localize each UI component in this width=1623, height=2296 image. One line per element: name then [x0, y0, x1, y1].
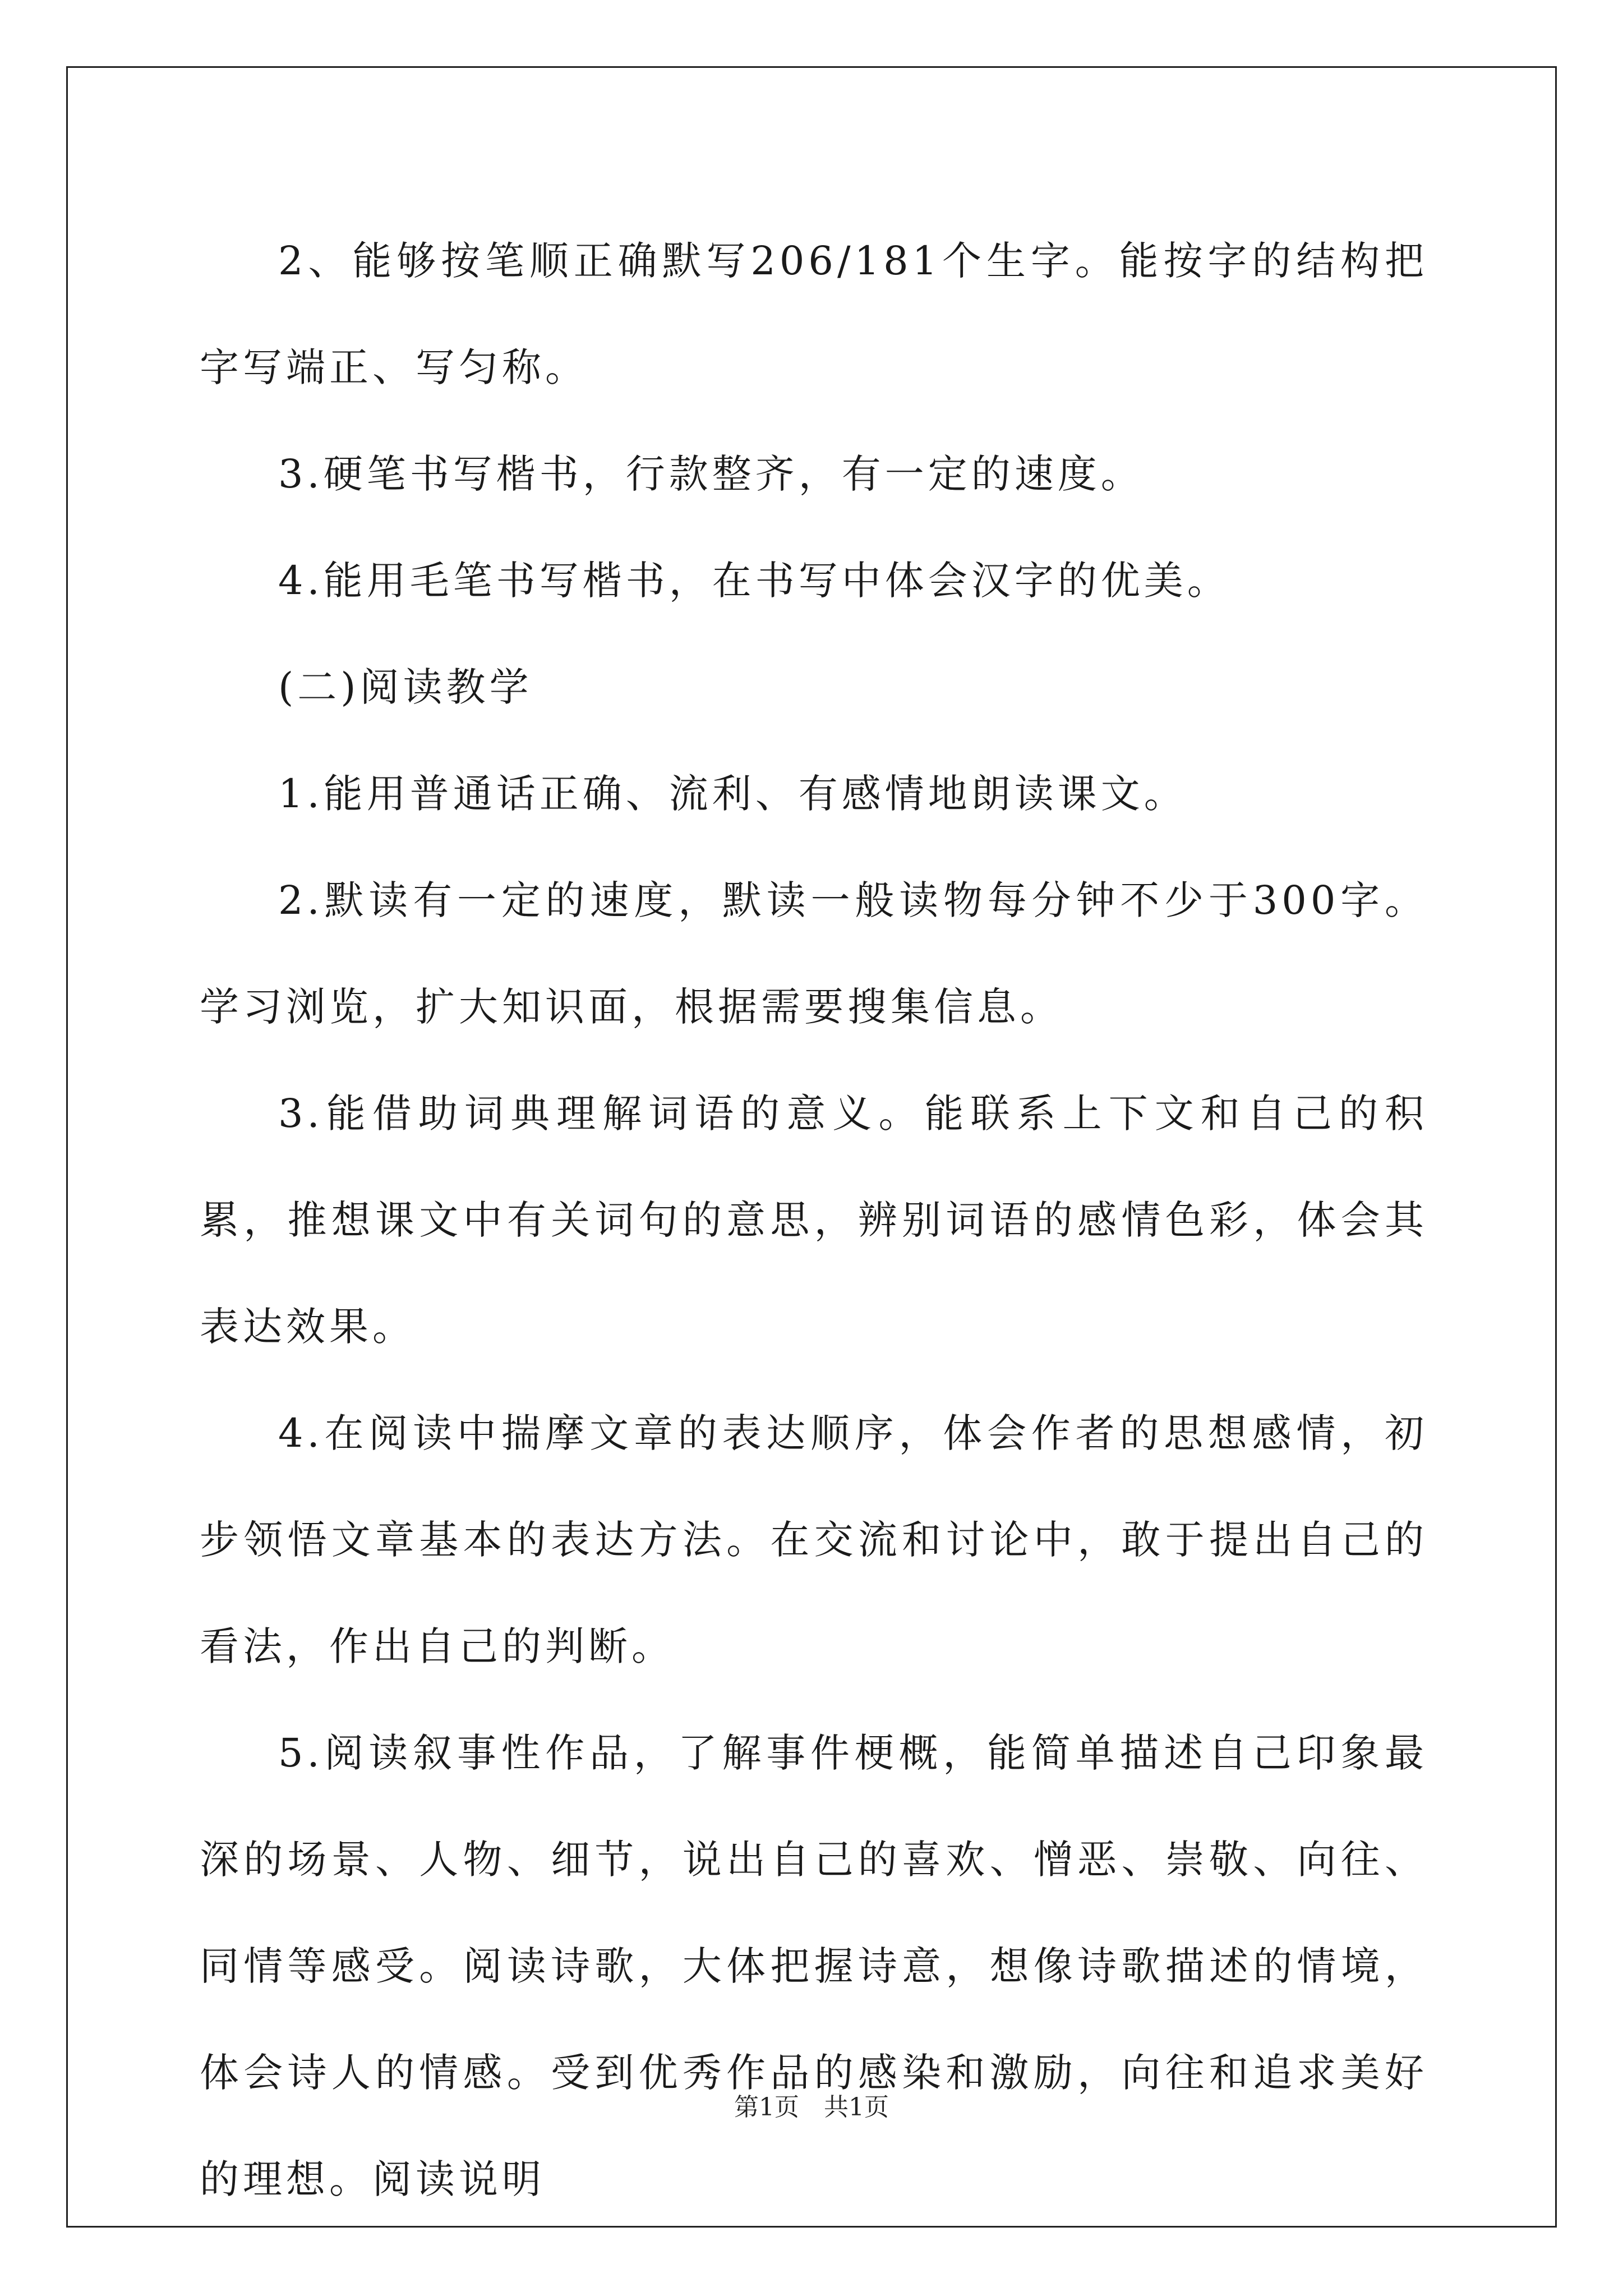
page-number-label: 第1页 共1页: [734, 2093, 889, 2122]
paragraph: 2、能够按笔顺正确默写206/181个生字。能按字的结构把字写端正、写匀称。: [200, 238, 1428, 390]
document-body: [200, 208, 1428, 2233]
paragraph: 1.能用普通话正确、流利、有感情地朗读课文。: [278, 771, 1187, 817]
paragraph: 2.默读有一定的速度，默读一般读物每分钟不少于300字。学习浏览，扩大知识面，根据需要搜集信息。: [200, 877, 1428, 1030]
paragraph: 3.硬笔书写楷书，行款整齐，有一定的速度。: [278, 451, 1144, 497]
paragraph: 4.能用毛笔书写楷书，在书写中体会汉字的优美。: [278, 558, 1230, 604]
paragraph: 5.阅读叙事性作品，了解事件梗概，能简单描述自己印象最深的场景、人物、细节，说出自己的喜欢、憎恶、崇敬、向往、同情等感受。阅读诗歌，大体把握诗意，想像诗歌描述的情境，体会诗人的情感。受到优秀作品的感染和激励，向往和追求美好的理想。阅读说明: [200, 1730, 1428, 2202]
page-footer: [0, 2087, 1623, 2123]
paragraph: 4.在阅读中揣摩文章的表达顺序，体会作者的思想感情，初步领悟文章基本的表达方法。在交流和讨论中，敢于提出自己的看法，作出自己的判断。: [200, 1410, 1428, 1669]
paragraph: 3.能借助词典理解词语的意义。能联系上下文和自己的积累，推想课文中有关词句的意思，辨别词语的感情色彩，体会其表达效果。: [200, 1091, 1428, 1350]
section-heading: (二)阅读教学: [278, 664, 533, 710]
